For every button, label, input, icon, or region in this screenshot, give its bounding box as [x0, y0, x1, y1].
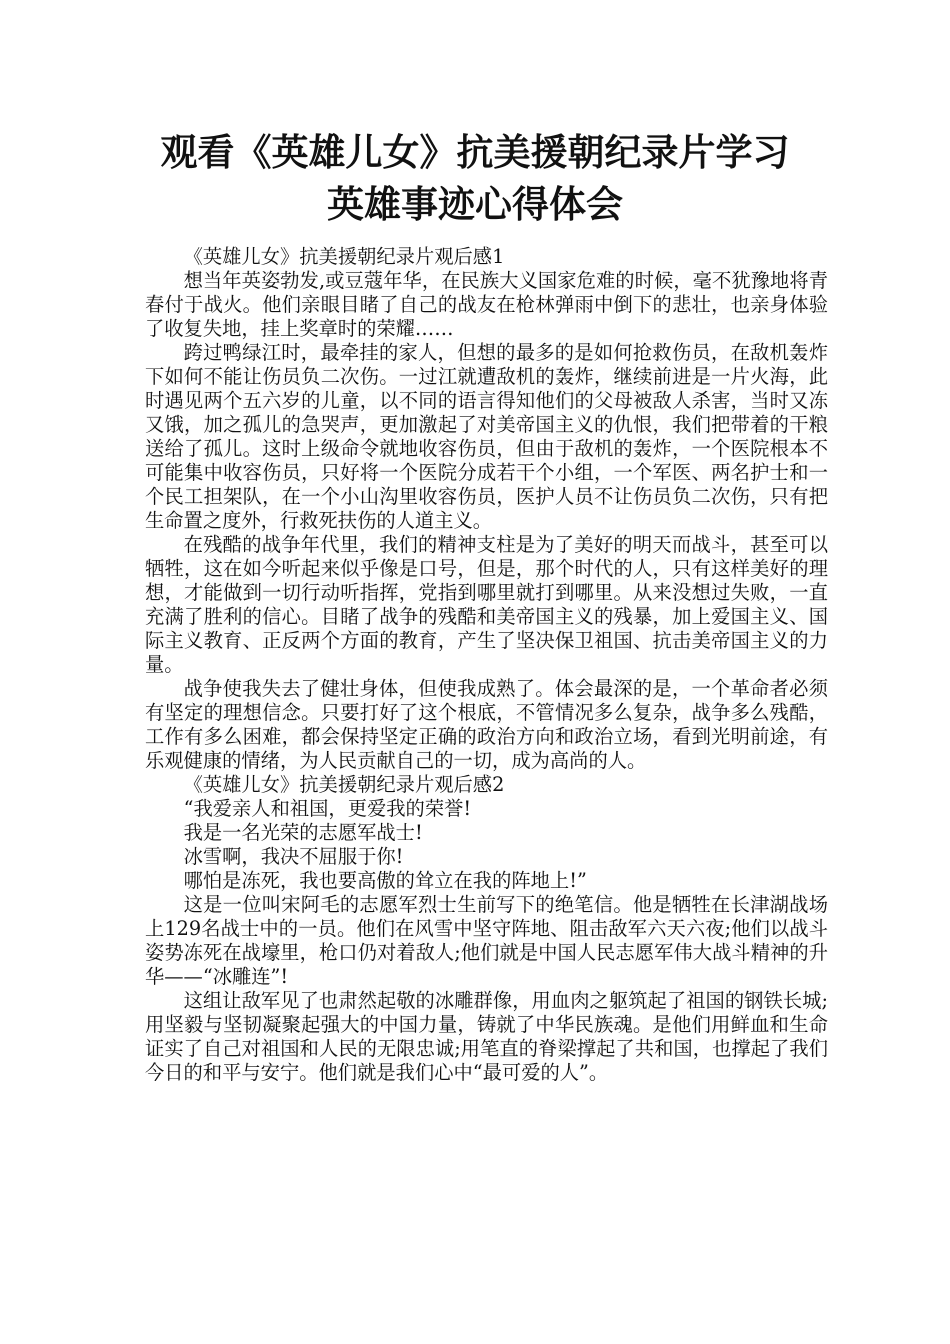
document-title: [100, 127, 850, 231]
paragraph: 跨过鸭绿江时，最牵挂的家人，但想的最多的是如何抢救伤员，在敌机轰炸下如何不能让伤员负二次伤。一过江就遭敌机的轰炸，继续前进是一片火海，此时遇见两个五六岁的儿童，以不同的语言得知他们的父母被敌人杀害，当时又冻又饿，加之孤儿的急哭声，更加激起了对美帝国主义的仇恨，我们把带着的干粮送给了孤儿。这时上级命令就地收容伤员，但由于敌机的轰炸，一个医院根本不可能集中收容伤员，只好将一个医院分成若干个小组，一个军医、两名护士和一个民工担架队，在一个小山沟里收容伤员，医护人员不让伤员负二次伤，只有把生命置之度外，行救死扶伤的人道主义。: [145, 341, 828, 532]
document-body: [145, 245, 828, 1085]
title-line-1: 观看《英雄儿女》抗美援朝纪录片学习: [160, 131, 790, 174]
poem-line: “我爱亲人和祖国，更爱我的荣誉!: [183, 797, 472, 820]
section-heading-1: 《英雄儿女》抗美援朝纪录片观后感1: [183, 245, 505, 268]
poem-line: 冰雪啊，我决不屈服于你!: [183, 845, 404, 868]
section-heading-2: 《英雄儿女》抗美援朝纪录片观后感2: [183, 773, 505, 796]
paragraph: 想当年英姿勃发,或豆蔻年华，在民族大义国家危难的时候，毫不犹豫地将青春付于战火。他们亲眼目睹了自己的战友在枪林弹雨中倒下的悲壮，也亲身体验了收复失地，挂上奖章时的荣耀……: [145, 269, 828, 340]
title-line-2: 英雄事迹心得体会: [327, 183, 623, 226]
paragraph: 这是一位叫宋阿毛的志愿军烈士生前写下的绝笔信。他是牺牲在长津湖战场上129名战士中的一员。他们在风雪中坚守阵地、阻击敌军六天六夜;他们以战斗姿势冻死在战壕里，枪口仍对着敌人;他们就是中国人民志愿军伟大战斗精神的升华——“冰雕连”!: [145, 893, 828, 988]
paragraph: 战争使我失去了健壮身体，但使我成熟了。体会最深的是，一个革命者必须有坚定的理想信念。只要打好了这个根底，不管情况多么复杂，战争多么残酷，工作有多么困难，都会保持坚定正确的政治方向和政治立场，看到光明前途，有乐观健康的情绪，为人民贡献自己的一切，成为高尚的人。: [145, 677, 828, 772]
paragraph: 在残酷的战争年代里，我们的精神支柱是为了美好的明天而战斗，甚至可以牺牲，这在如今听起来似乎像是口号，但是，那个时代的人，只有这样美好的理想，才能做到一切行动听指挥，党指到哪里就打到哪里。从来没想过失败，一直充满了胜利的信心。目睹了战争的残酷和美帝国主义的残暴，加上爱国主义、国际主义教育、正反两个方面的教育，产生了坚决保卫祖国、抗击美帝国主义的力量。: [145, 533, 828, 676]
paragraph: 这组让敌军见了也肃然起敬的冰雕群像，用血肉之躯筑起了祖国的钢铁长城;用坚毅与坚韧凝聚起强大的中国力量，铸就了中华民族魂。是他们用鲜血和生命证实了自己对祖国和人民的无限忠诚;用笔直的脊梁撑起了共和国，也撑起了我们今日的和平与安宁。他们就是我们心中“最可爱的人”。: [145, 989, 828, 1084]
poem-line: 哪怕是冻死，我也要高傲的耸立在我的阵地上!”: [183, 869, 587, 892]
poem-line: 我是一名光荣的志愿军战士!: [183, 821, 423, 844]
